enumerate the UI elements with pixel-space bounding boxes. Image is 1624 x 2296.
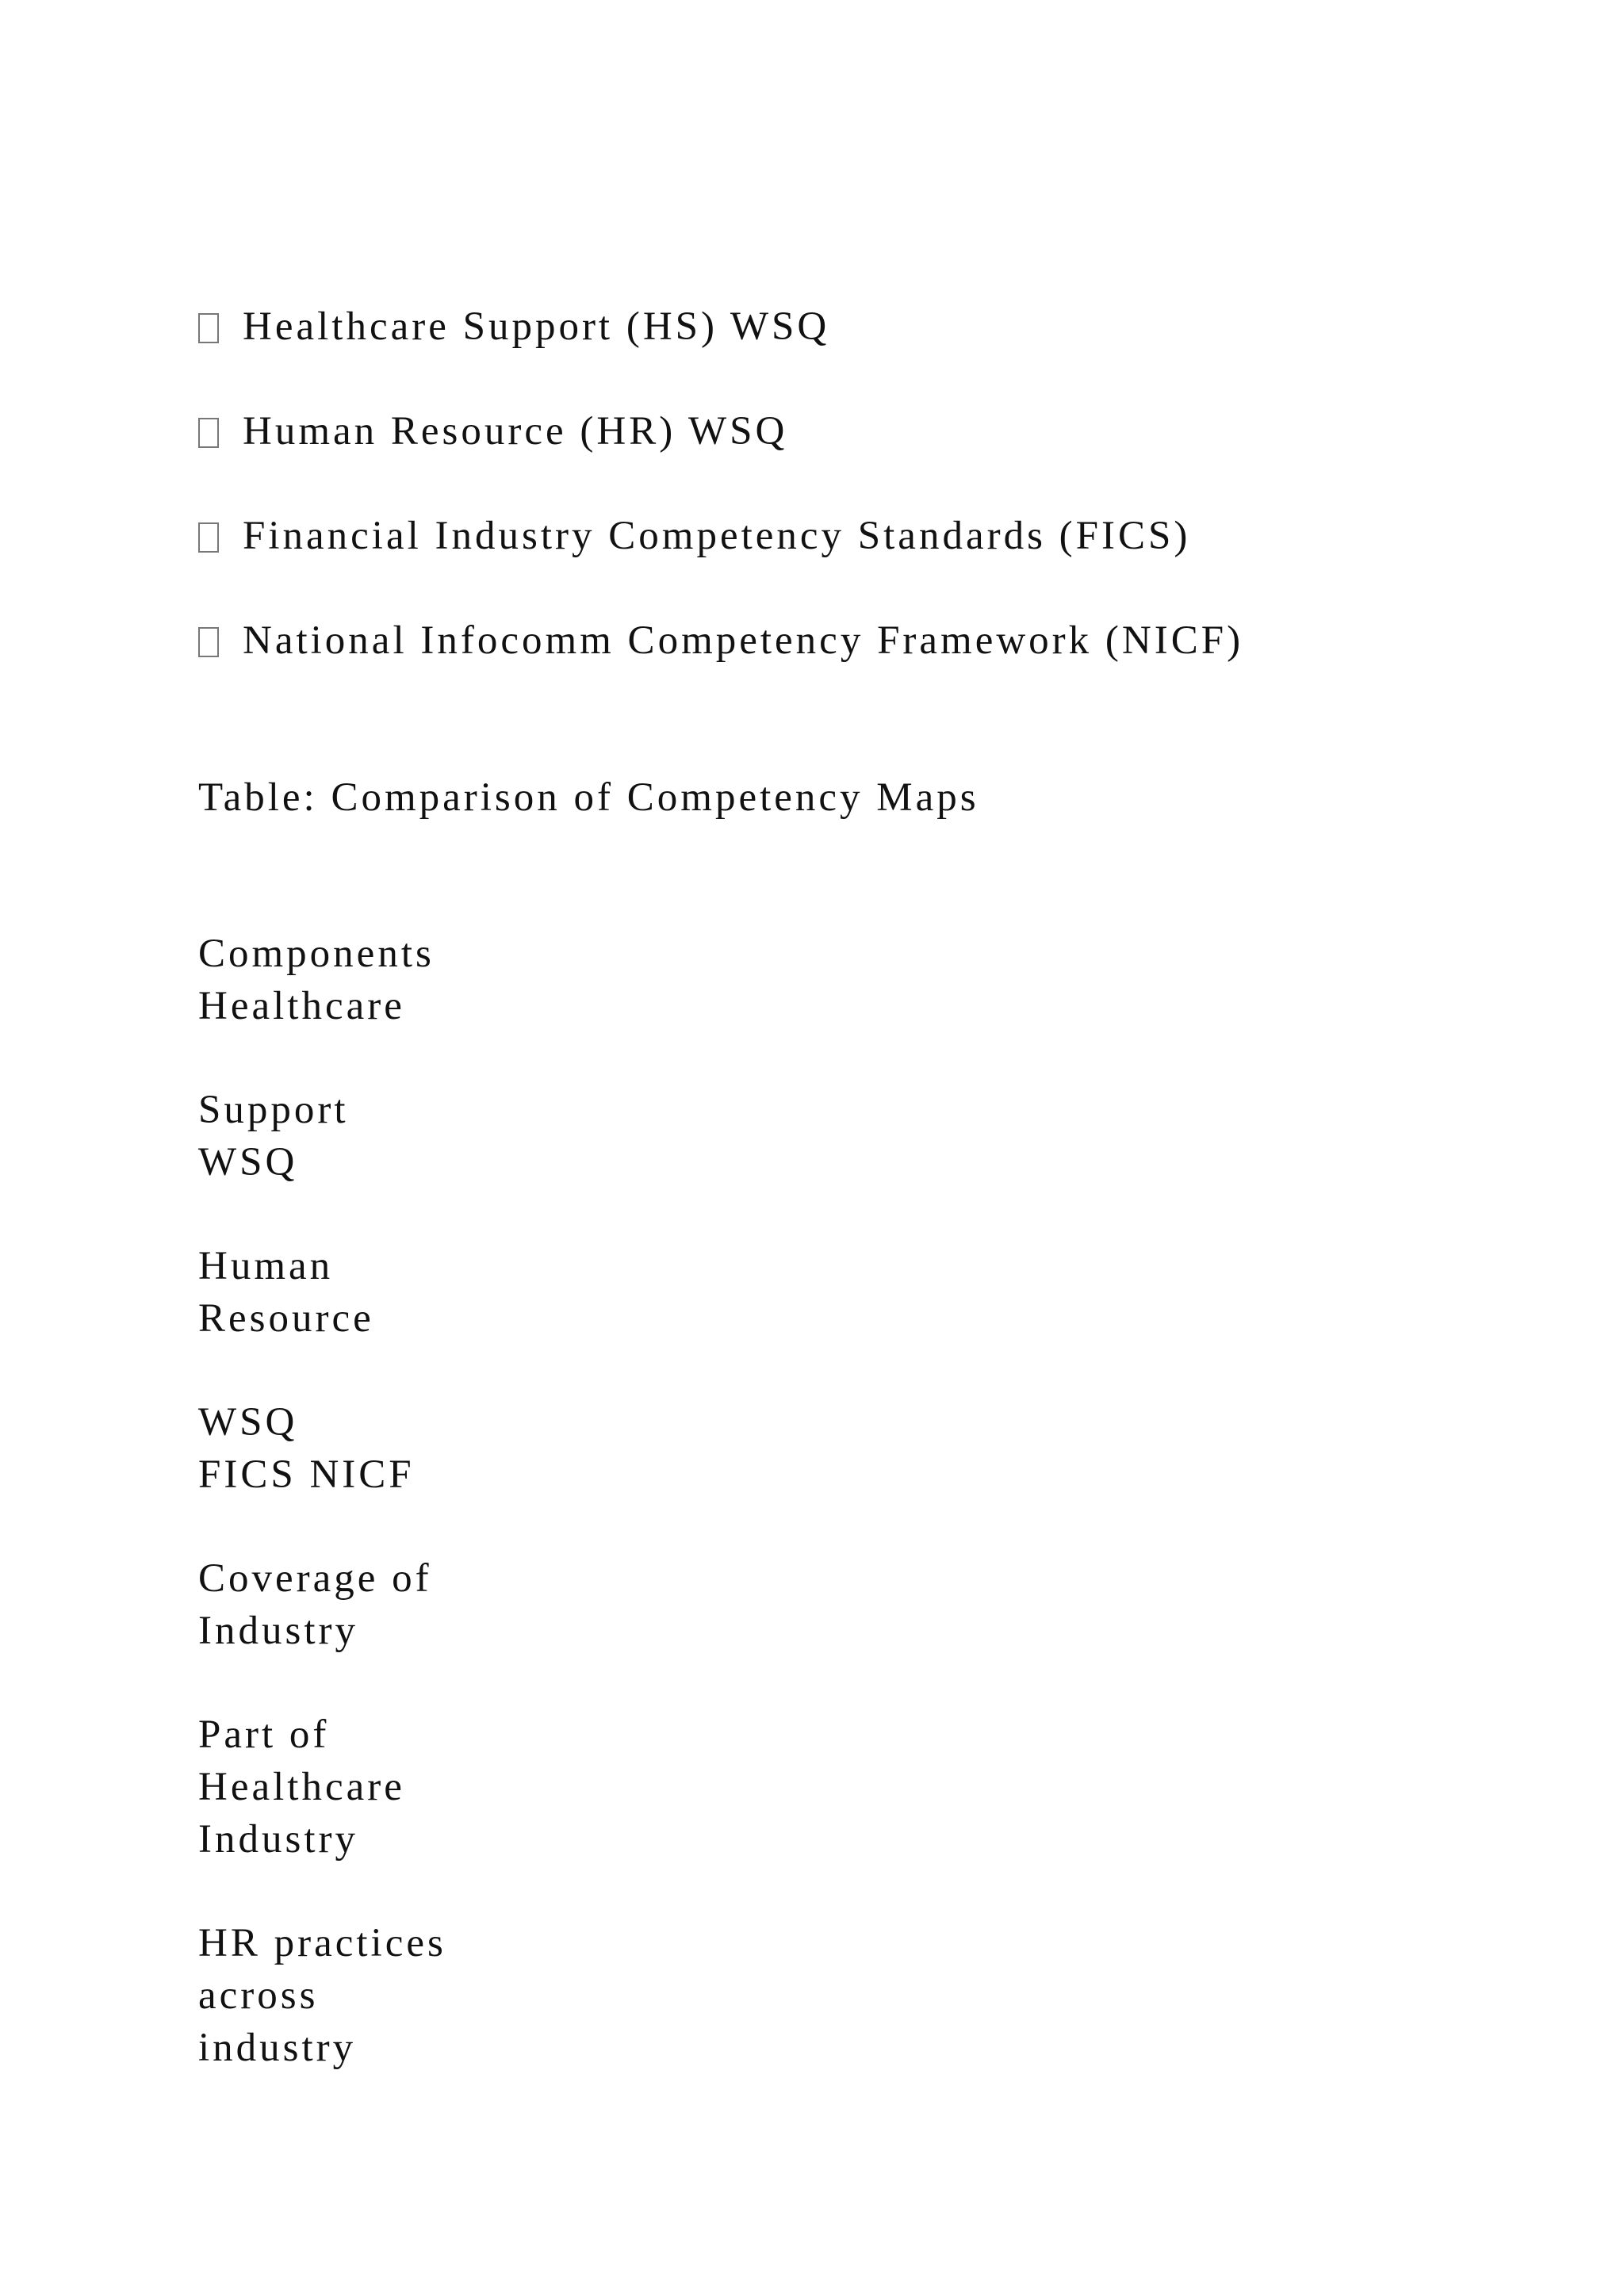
cell-line: across [198, 1973, 319, 2018]
bullet-text: Financial Industry Competency Standards (FICS) [243, 514, 1191, 558]
bullet-box-icon [198, 522, 219, 553]
bullet-box-icon [198, 418, 219, 448]
cell-line: Industry [198, 1609, 358, 1653]
bullet-item-healthcare-support [198, 300, 829, 353]
bullet-text: Healthcare Support (HS) WSQ [243, 304, 830, 349]
cell-line: Healthcare [198, 1765, 405, 1809]
table-cell-wsq-fics-nicf [198, 1396, 415, 1501]
cell-line: Human [198, 1244, 334, 1288]
cell-line: Part of [198, 1712, 330, 1757]
cell-line: Healthcare [198, 984, 405, 1028]
cell-line: industry [198, 2026, 357, 2070]
bullet-item-nicf [198, 614, 1243, 667]
table-cell-part-of [198, 1709, 405, 1866]
cell-line: HR practices [198, 1921, 446, 1965]
bullet-box-icon [198, 313, 219, 343]
cell-line: Industry [198, 1817, 358, 1862]
cell-line: Resource [198, 1296, 374, 1341]
table-caption: Table: Comparison of Competency Maps [198, 775, 979, 820]
table-cell-support [198, 1084, 349, 1188]
table-cell-human-resource [198, 1240, 374, 1345]
cell-line: WSQ [198, 1140, 298, 1184]
cell-line: FICS NICF [198, 1452, 415, 1497]
cell-line: Components [198, 932, 435, 976]
bullet-text: Human Resource (HR) WSQ [243, 409, 788, 453]
table-cell-coverage [198, 1552, 432, 1657]
cell-line: WSQ [198, 1400, 298, 1445]
bullet-item-fics [198, 510, 1190, 562]
table-cell-hr-practices [198, 1917, 446, 2074]
bullet-item-human-resource [198, 405, 787, 457]
bullet-box-icon [198, 627, 219, 657]
cell-line: Coverage of [198, 1556, 432, 1601]
table-cell-components [198, 928, 435, 1032]
cell-line: Support [198, 1088, 349, 1132]
bullet-text: National Infocomm Competency Framework (NICF) [243, 618, 1244, 663]
